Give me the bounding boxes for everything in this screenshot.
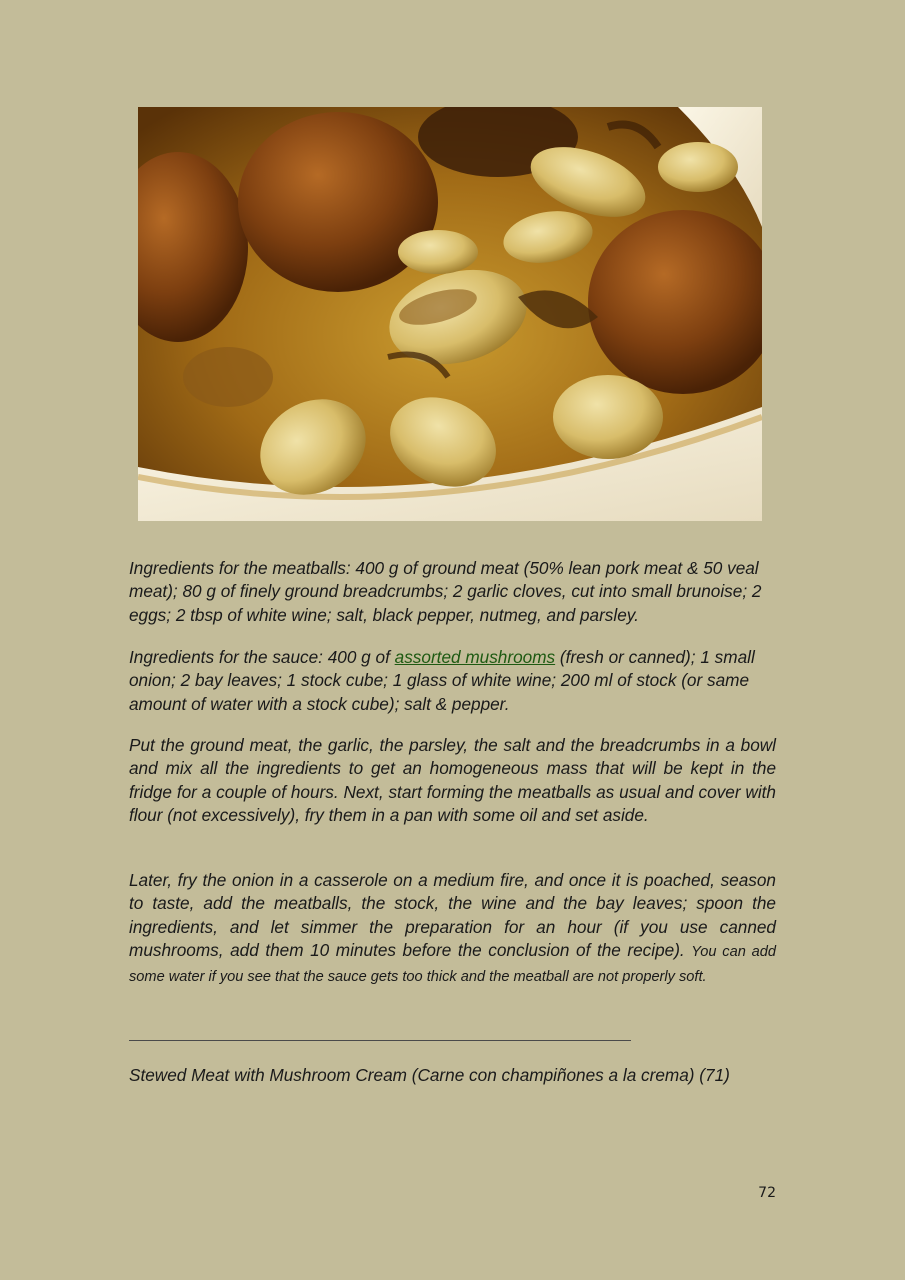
sauce-ingredients-text-end: (fresh or canned); 1 small onion; 2 bay leaves; 1 stock cube; 1 glass of white wine; 200 ml of stock (or same amount of water with a stock cube); salt & pepper. xyxy=(129,647,755,714)
method-text-2-note: You can add some water if you see that the sauce gets too thick and the meatball are not properly soft. xyxy=(129,944,776,985)
page-number: 72 xyxy=(758,1185,776,1201)
meatballs-mushrooms-illustration xyxy=(138,107,762,521)
method-paragraph-2 xyxy=(129,869,776,988)
next-recipe-title-text: Stewed Meat with Mushroom Cream (Carne con champiñones a la crema) (71) xyxy=(129,1065,730,1085)
method-paragraph-1 xyxy=(129,734,776,828)
method-text-1: Put the ground meat, the garlic, the parsley, the salt and the breadcrumbs in a bowl and mix all the ingredients to get an homogeneous mass that will be kept in the fridge for a couple of hours. Next, start forming the meatballs as usual and cover with flour (not excessively), fry them in a pan with some oil and set aside. xyxy=(129,735,776,826)
recipe-photo xyxy=(138,107,762,521)
assorted-mushrooms-link[interactable]: assorted mushrooms xyxy=(394,647,556,667)
meatball-ingredients-text: Ingredients for the meatballs: 400 g of ground meat (50% lean pork meat & 50 veal meat); 80 g of finely ground breadcrumbs; 2 garlic cloves, cut into small brunoise; 2 eggs; 2 tbsp of white wine; salt, black pepper, nutmeg, and parsley. xyxy=(129,558,762,625)
method-text-2: Later, fry the onion in a casserole on a medium fire, and once it is poached, season to taste, add the meatballs, the stock, the wine and the bay leaves; spoon the ingredients, and let simmer the preparation for an hour (if you use canned mushrooms, add them 10 minutes before the conclusion of the recipe). xyxy=(129,870,776,961)
section-divider xyxy=(129,1040,631,1041)
meatball-ingredients-paragraph xyxy=(129,557,776,627)
sauce-ingredients-text-start: Ingredients for the sauce: 400 g of xyxy=(129,647,395,667)
next-recipe-title xyxy=(129,1064,776,1087)
sauce-ingredients-paragraph xyxy=(129,646,776,716)
